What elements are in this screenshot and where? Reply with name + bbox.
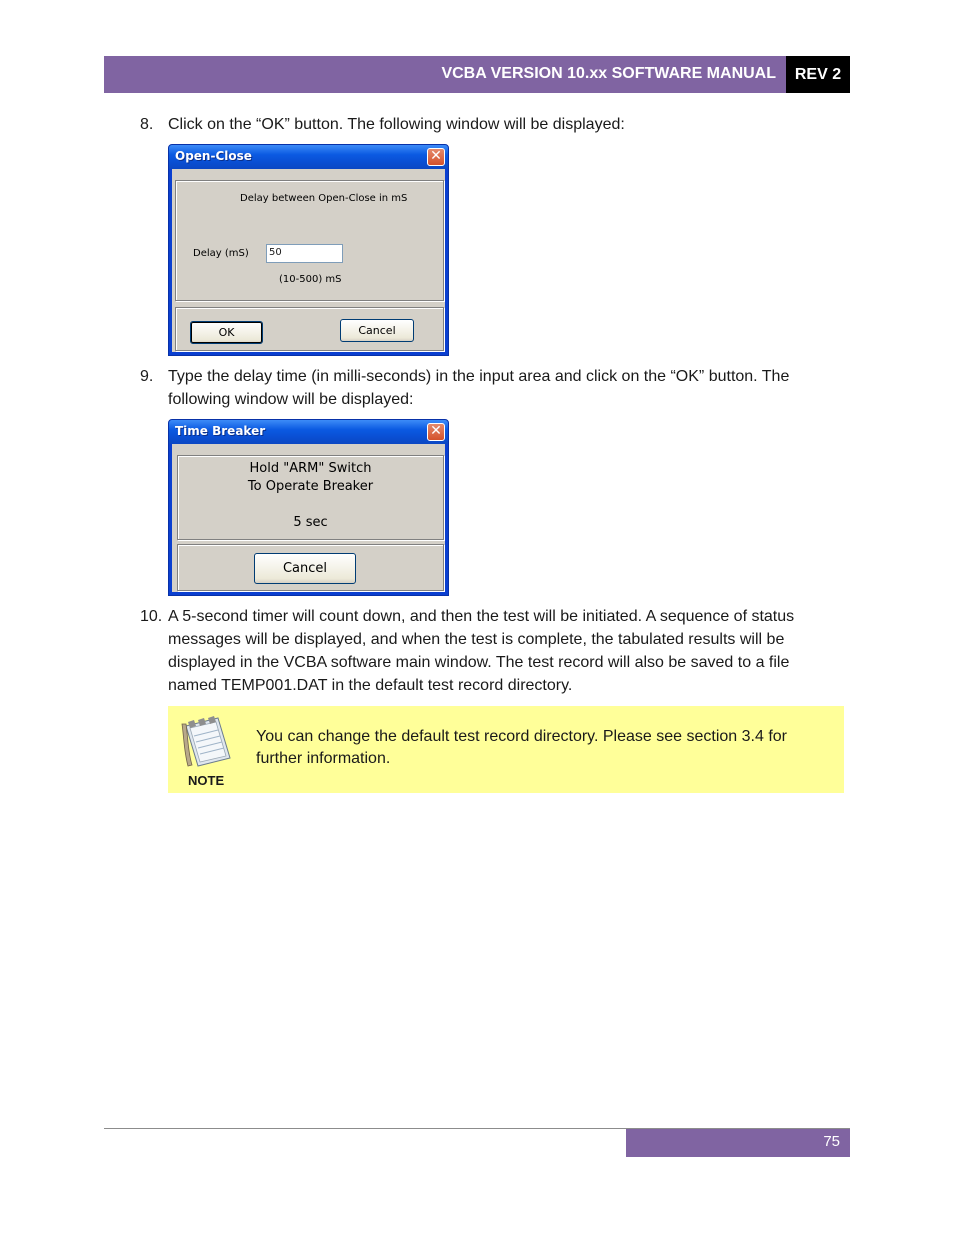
step-8 (140, 113, 840, 136)
dialog-titlebar (169, 420, 448, 444)
delay-heading: Delay between Open-Close in mS (240, 193, 408, 204)
manual-title: VCBA VERSION 10.xx SOFTWARE MANUAL (441, 65, 776, 82)
delay-input[interactable]: 50 (266, 244, 343, 263)
message-line-1: Hold "ARM" Switch (249, 461, 372, 476)
close-icon[interactable]: ✕ (427, 423, 445, 441)
step-text: Click on the “OK” button. The following window will be displayed: (168, 116, 625, 133)
revision-badge: REV 2 (786, 56, 850, 93)
header-bar (104, 56, 786, 93)
dialog-body (172, 444, 445, 592)
step-text: Type the delay time (in milli-seconds) in the input area and click on the “OK” button. The following window will be displayed: (168, 368, 790, 408)
close-icon[interactable]: ✕ (427, 148, 445, 166)
message-line-2: To Operate Breaker (247, 479, 374, 494)
step-9 (140, 365, 845, 411)
delay-group (175, 180, 444, 301)
dialog-title: Open-Close (175, 149, 252, 163)
ok-button[interactable]: OK (190, 321, 263, 344)
message-group (177, 455, 444, 540)
time-breaker-dialog (168, 419, 449, 596)
step-number: 8. (140, 116, 154, 133)
dialog-title: Time Breaker (175, 424, 266, 438)
page-number: 75 (823, 1133, 840, 1150)
note-label: NOTE (188, 773, 225, 788)
button-group (177, 544, 444, 591)
note-box (168, 706, 844, 793)
cancel-button[interactable]: Cancel (254, 553, 356, 584)
step-10 (140, 605, 840, 697)
step-number: 10. (140, 608, 163, 625)
dialog-body (172, 169, 445, 352)
message-block (178, 460, 443, 532)
footer-bar (626, 1129, 850, 1157)
delay-range: (10-500) mS (279, 274, 342, 285)
note-text: You can change the default test record directory. Please see section 3.4 for further information. (256, 728, 787, 767)
step-number: 9. (140, 368, 154, 385)
delay-label: Delay (mS) (193, 248, 249, 259)
notepad-icon (178, 712, 238, 775)
step-text: A 5-second timer will count down, and then the test will be initiated. A sequence of status messages will be displayed, and when the test is complete, the tabulated results will be displayed in the VCBA software main window. The test record will also be saved to a file named TEMP001.DAT in the default test record directory. (168, 608, 795, 694)
countdown-text: 5 sec (293, 515, 328, 530)
dialog-titlebar (169, 145, 448, 169)
cancel-button[interactable]: Cancel (340, 319, 414, 342)
open-close-dialog (168, 144, 449, 356)
button-group (175, 307, 444, 351)
